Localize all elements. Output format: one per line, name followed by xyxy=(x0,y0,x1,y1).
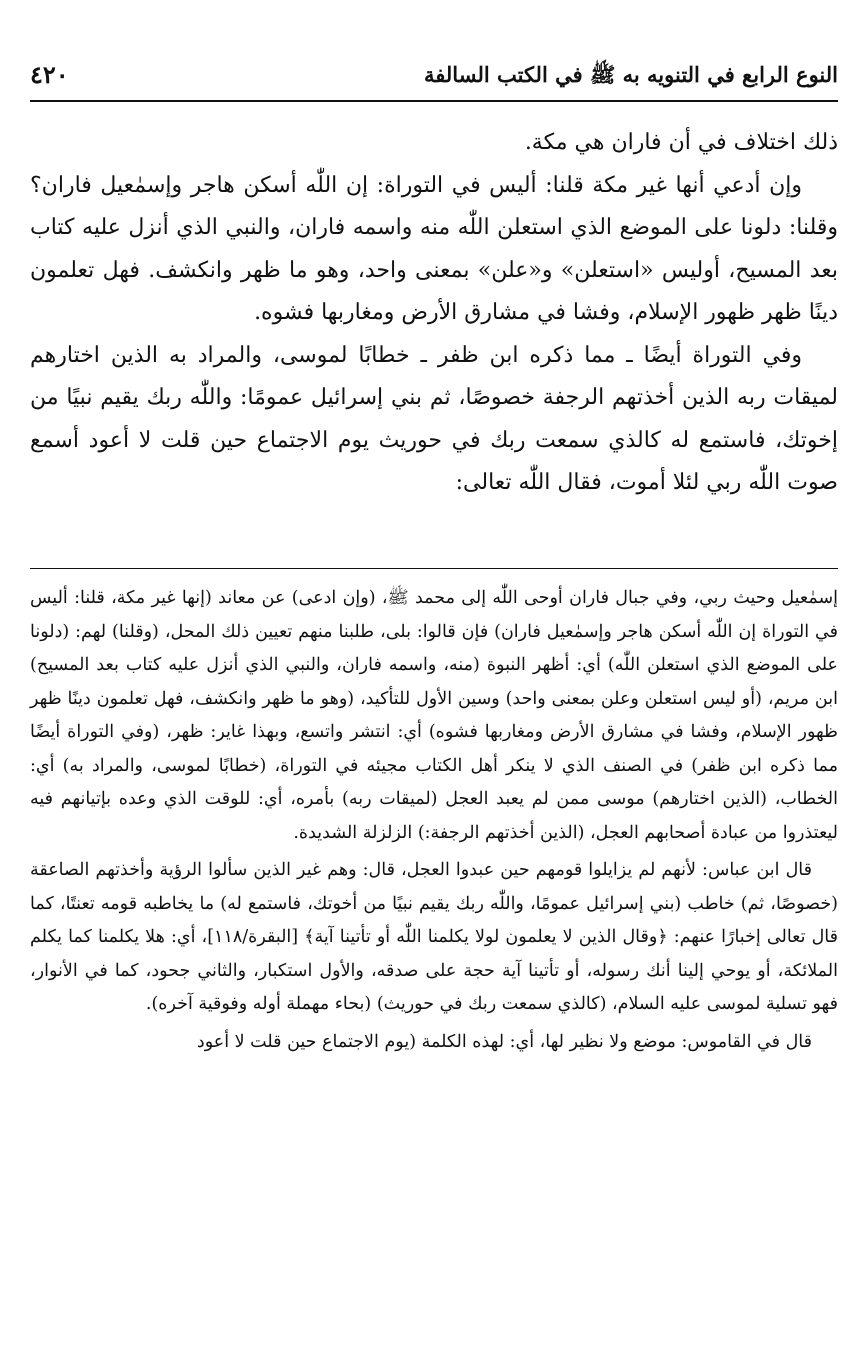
main-text xyxy=(30,122,838,505)
page-number: ٤٢٠ xyxy=(30,60,69,89)
main-paragraph: وإن أدعي أنها غير مكة قلنا: أليس في التوراة: إن اللّٰه أسكن هاجر وإسمٰعيل فاران؟ وقلنا: دلونا على الموضع الذي استعلن اللّٰه منه واسمه فاران، والنبي الذي أنزل عليه كتاب بعد المسيح، أوليس «استعلن» و«علن» بمعنى واحد، وهو ما ظهر وانكشف. فهل تعلمون دينًا ظهر ظهور الإسلام، وفشا في مشارق الأرض ومغاربها فشوه. xyxy=(30,172,838,325)
chapter-title: النوع الرابع في التنويه به ﷺ في الكتب السالفة xyxy=(424,62,838,87)
main-paragraph: ذلك اختلاف في أن فاران هي مكة. xyxy=(524,130,838,155)
main-paragraph: وفي التوراة أيضًا ـ مما ذكره ابن ظفر ـ خطابًا لموسى، والمراد به الذين اختارهم لميقات ربه الذين أخذتهم الرجفة خصوصًا، ثم بني إسرائيل عمومًا: واللّٰه ربك يقيم نبيًا من إخوتك، فاستمع له كالذي سمعت ربك في حوريث يوم الاجتماع حين قلت لا أعود أسمع صوت اللّٰه ربي لئلا أموت، فقال اللّٰه تعالى: xyxy=(30,342,838,495)
commentary-paragraph: قال في القاموس: موضع ولا نظير لها، أي: لهذه الكلمة (يوم الاجتماع حين قلت لا أعود xyxy=(196,1031,812,1052)
commentary-paragraph: قال ابن عباس: لأنهم لم يزايلوا قومهم حين عبدوا العجل، قال: وهم غير الذين سألوا الرؤية وأخذتهم الصاعقة (خصوصًا، ثم) خاطب (بني إسرائيل عمومًا، واللّٰه ربك يقيم نبيًا من أخوتك، فاستمع له) ما يخاطبه قومه تعنتًا، كما قال تعالى إخبارًا عنهم: ﴿وقال الذين لا يعلمون لولا يكلمنا اللّٰه أو تأتينا آية﴾ [البقرة/١١٨]، أي: هلا يكلمنا كما يكلم الملائكة، أو يوحي إلينا أنك رسوله، أو تأتينا آية حجة على صدقه، والأول استكبار، والثاني جحود، كما في الأنوار، فهو تسلية لموسى عليه السلام، (كالذي سمعت ربك في حوريث) (بحاء مهملة أوله وفوقية آخره). xyxy=(30,860,838,1014)
commentary-text xyxy=(30,582,838,1059)
running-header xyxy=(30,56,838,102)
footnote-separator xyxy=(30,568,838,569)
commentary-paragraph: إسمٰعيل وحيث ربي، وفي جبال فاران أوحى اللّٰه إلى محمد ﷺ، (وإن ادعى) عن معاند (إنها غير مكة، قلنا: أليس في التوراة إن اللّٰه أسكن هاجر وإسمٰعيل فاران) فإن قالوا: بلى، طلبنا منهم تعيين ذلك المحل، (وقلنا) لهم: (دلونا على الموضع الذي استعلن اللّٰه) أي: أظهر النبوة (منه، واسمه فاران، والنبي الذي أنزل عليه كتاب بعد المسيح) ابن مريم، (أو ليس استعلن وعلن بمعنى واحد) وسين الأول للتأكيد، (وهو ما ظهر وانكشف، فهل تعلمون دينًا ظهر ظهور الإسلام، وفشا في مشارق الأرض ومغاربها فشوه) أي: انتشر واتسع، وبهذا غاير: ظهر، (وفي التوراة أيضًا مما ذكره ابن ظفر) في الصنف الذي لا ينكر أهل الكتاب مجيئه في التوراة، (خطابًا لموسى، والمراد به) أي: الخطاب، (الذين اختارهم) موسى ممن لم يعبد العجل (لميقات ربه) بأمره، أي: للوقت الذي وعده بإتيانهم فيه ليعتذروا من عبادة أصحابهم العجل، (الذين أخذتهم الرجفة:) الزلزلة الشديدة. xyxy=(30,588,838,843)
